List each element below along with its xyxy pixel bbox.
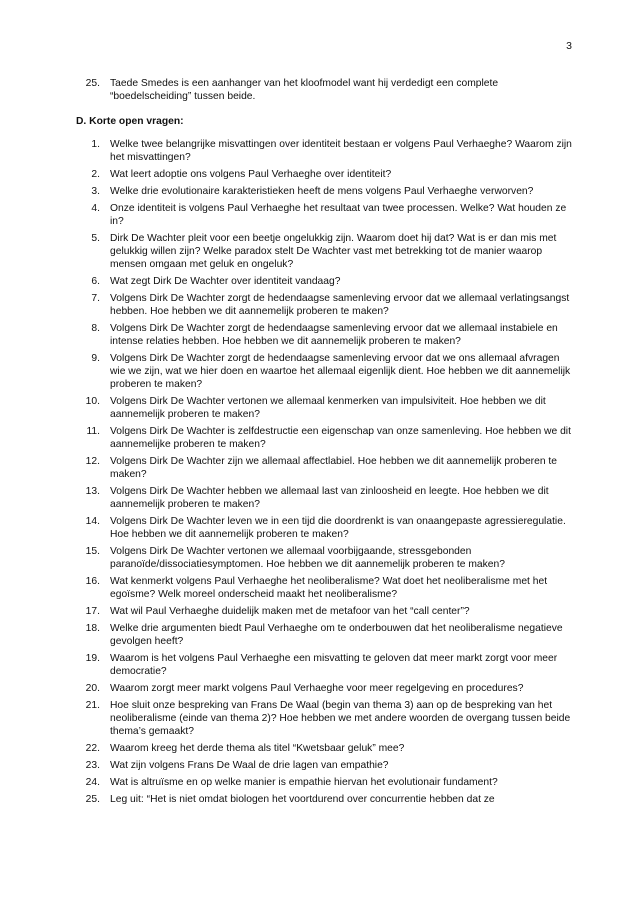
question-item — [76, 699, 574, 738]
item-number: 25. — [85, 78, 100, 89]
question-number: 10. — [85, 396, 100, 407]
question-text: Volgens Dirk De Wachter zorgt de hedendaagse samenleving ervoor dat we allemaal verlatingsangst hebben. Hoe hebben we dit aannemelijk proberen te maken? — [110, 293, 570, 317]
question-number: 21. — [85, 700, 100, 711]
question-number: 20. — [85, 683, 100, 694]
question-item — [76, 605, 574, 618]
question-item — [76, 292, 574, 318]
question-text: Wat leert adoptie ons volgens Paul Verhaeghe over identiteit? — [110, 169, 392, 180]
question-item — [76, 138, 574, 164]
question-item — [76, 742, 574, 755]
question-list — [76, 138, 574, 806]
question-number: 5. — [91, 233, 100, 244]
question-item — [76, 455, 574, 481]
question-text: Dirk De Wachter pleit voor een beetje ongelukkig zijn. Waarom doet hij dat? Wat is er dan mis met gelukkig willen zijn? Welke paradox stelt De Wachter vast met betrekking tot de manier waarop mensen omgaan met geluk en ongeluk? — [110, 233, 557, 270]
question-item — [76, 202, 574, 228]
list-item-top — [76, 77, 574, 103]
question-number: 25. — [85, 794, 100, 805]
question-number: 18. — [85, 623, 100, 634]
question-item — [76, 776, 574, 789]
question-text: Wat is altruïsme en op welke manier is empathie hiervan het evolutionair fundament? — [110, 777, 498, 788]
question-item — [76, 485, 574, 511]
question-text: Welke drie evolutionaire karakteristieken heeft de mens volgens Paul Verhaeghe verworven? — [110, 186, 534, 197]
question-item — [76, 275, 574, 288]
question-text: Waarom zorgt meer markt volgens Paul Verhaeghe voor meer regelgeving en procedures? — [110, 683, 524, 694]
question-text: Waarom kreeg het derde thema als titel “Kwetsbaar geluk” mee? — [110, 743, 405, 754]
question-number: 16. — [85, 576, 100, 587]
question-number: 4. — [91, 203, 100, 214]
question-number: 11. — [86, 426, 100, 437]
question-number: 24. — [85, 777, 100, 788]
question-number: 19. — [85, 653, 100, 664]
question-text: Wat zijn volgens Frans De Waal de drie lagen van empathie? — [110, 760, 389, 771]
question-number: 23. — [85, 760, 100, 771]
question-number: 8. — [91, 323, 100, 334]
question-number: 17. — [85, 606, 100, 617]
question-text: Wat kenmerkt volgens Paul Verhaeghe het neoliberalisme? Wat doet het neoliberalisme met het egoïsme? Welk moreel onderscheid maakt het neoliberalisme? — [110, 576, 548, 600]
question-text: Volgens Dirk De Wachter hebben we allemaal last van zinloosheid en leegte. Hoe hebben we dit aannemelijk proberen te maken? — [110, 486, 549, 510]
question-number: 1. — [91, 139, 100, 150]
question-number: 2. — [91, 169, 100, 180]
question-item — [76, 395, 574, 421]
question-item — [76, 515, 574, 541]
question-text: Volgens Dirk De Wachter zorgt de hedendaagse samenleving ervoor dat we ons allemaal afvragen wie we zijn, wat we hier doen en waartoe het allemaal eigenlijk dient. Hoe hebben we dit aannemelijk proberen te maken? — [110, 353, 571, 390]
question-number: 22. — [85, 743, 100, 754]
question-number: 7. — [91, 293, 100, 304]
question-text: Waarom is het volgens Paul Verhaeghe een misvatting te geloven dat meer markt zorgt voor meer democratie? — [110, 653, 558, 677]
item-text: Taede Smedes is een aanhanger van het kloofmodel want hij verdedigt een complete “boedelscheiding” tussen beide. — [110, 78, 499, 102]
question-item — [76, 352, 574, 391]
question-number: 13. — [85, 486, 100, 497]
question-text: Volgens Dirk De Wachter leven we in een tijd die doordrenkt is van onaangepaste agressieregulatie. Hoe hebben we dit aannemelijk proberen te maken? — [110, 516, 566, 540]
question-number: 3. — [91, 186, 100, 197]
question-item — [76, 759, 574, 772]
question-item — [76, 232, 574, 271]
page-content — [76, 77, 574, 810]
question-text: Hoe sluit onze bespreking van Frans De Waal (begin van thema 3) aan op de bespreking van het neoliberalisme (einde van thema 2)? Hoe hebben we met andere woorden de overgang tussen beide thema’s gemaakt? — [110, 700, 571, 737]
question-text: Welke drie argumenten biedt Paul Verhaeghe om te onderbouwen dat het neoliberalisme negatieve gevolgen heeft? — [110, 623, 563, 647]
question-text: Welke twee belangrijke misvattingen over identiteit bestaan er volgens Paul Verhaeghe? Waarom zijn het misvattingen? — [110, 139, 572, 163]
question-item — [76, 185, 574, 198]
question-text: Volgens Dirk De Wachter zijn we allemaal affectlabiel. Hoe hebben we dit aannemelijk proberen te maken? — [110, 456, 558, 480]
question-text: Volgens Dirk De Wachter is zelfdestructie een eigenschap van onze samenleving. Hoe hebben we dit aannemelijke proberen te maken? — [110, 426, 571, 450]
question-text: Volgens Dirk De Wachter vertonen we allemaal kenmerken van impulsiviteit. Hoe hebben we dit aannemelijk proberen te maken? — [110, 396, 546, 420]
question-item — [76, 168, 574, 181]
question-number: 15. — [85, 546, 100, 557]
question-item — [76, 322, 574, 348]
question-item — [76, 425, 574, 451]
question-number: 14. — [85, 516, 100, 527]
question-text: Volgens Dirk De Wachter vertonen we allemaal voorbijgaande, stressgebonden paranoïde/dissociatiesymptomen. Hoe hebben we dit aannemelijk proberen te maken? — [110, 546, 505, 570]
question-text: Leg uit: “Het is niet omdat biologen het voortdurend over concurrentie hebben dat ze — [110, 794, 495, 805]
question-item — [76, 793, 574, 806]
question-item — [76, 652, 574, 678]
question-number: 6. — [91, 276, 100, 287]
question-item — [76, 545, 574, 571]
question-item — [76, 575, 574, 601]
question-text: Wat zegt Dirk De Wachter over identiteit vandaag? — [110, 276, 341, 287]
question-text: Onze identiteit is volgens Paul Verhaeghe het resultaat van twee processen. Welke? Wat houden ze in? — [110, 203, 567, 227]
question-text: Wat wil Paul Verhaeghe duidelijk maken met de metafoor van het “call center”? — [110, 606, 470, 617]
question-text: Volgens Dirk De Wachter zorgt de hedendaagse samenleving ervoor dat we allemaal instabiele en intense relaties hebben. Hoe hebben we dit aannemelijk proberen te maken? — [110, 323, 558, 347]
page-number: 3 — [566, 40, 572, 52]
question-item — [76, 622, 574, 648]
question-item — [76, 682, 574, 695]
question-number: 12. — [85, 456, 100, 467]
question-number: 9. — [91, 353, 100, 364]
section-heading: D. Korte open vragen: — [76, 116, 184, 127]
